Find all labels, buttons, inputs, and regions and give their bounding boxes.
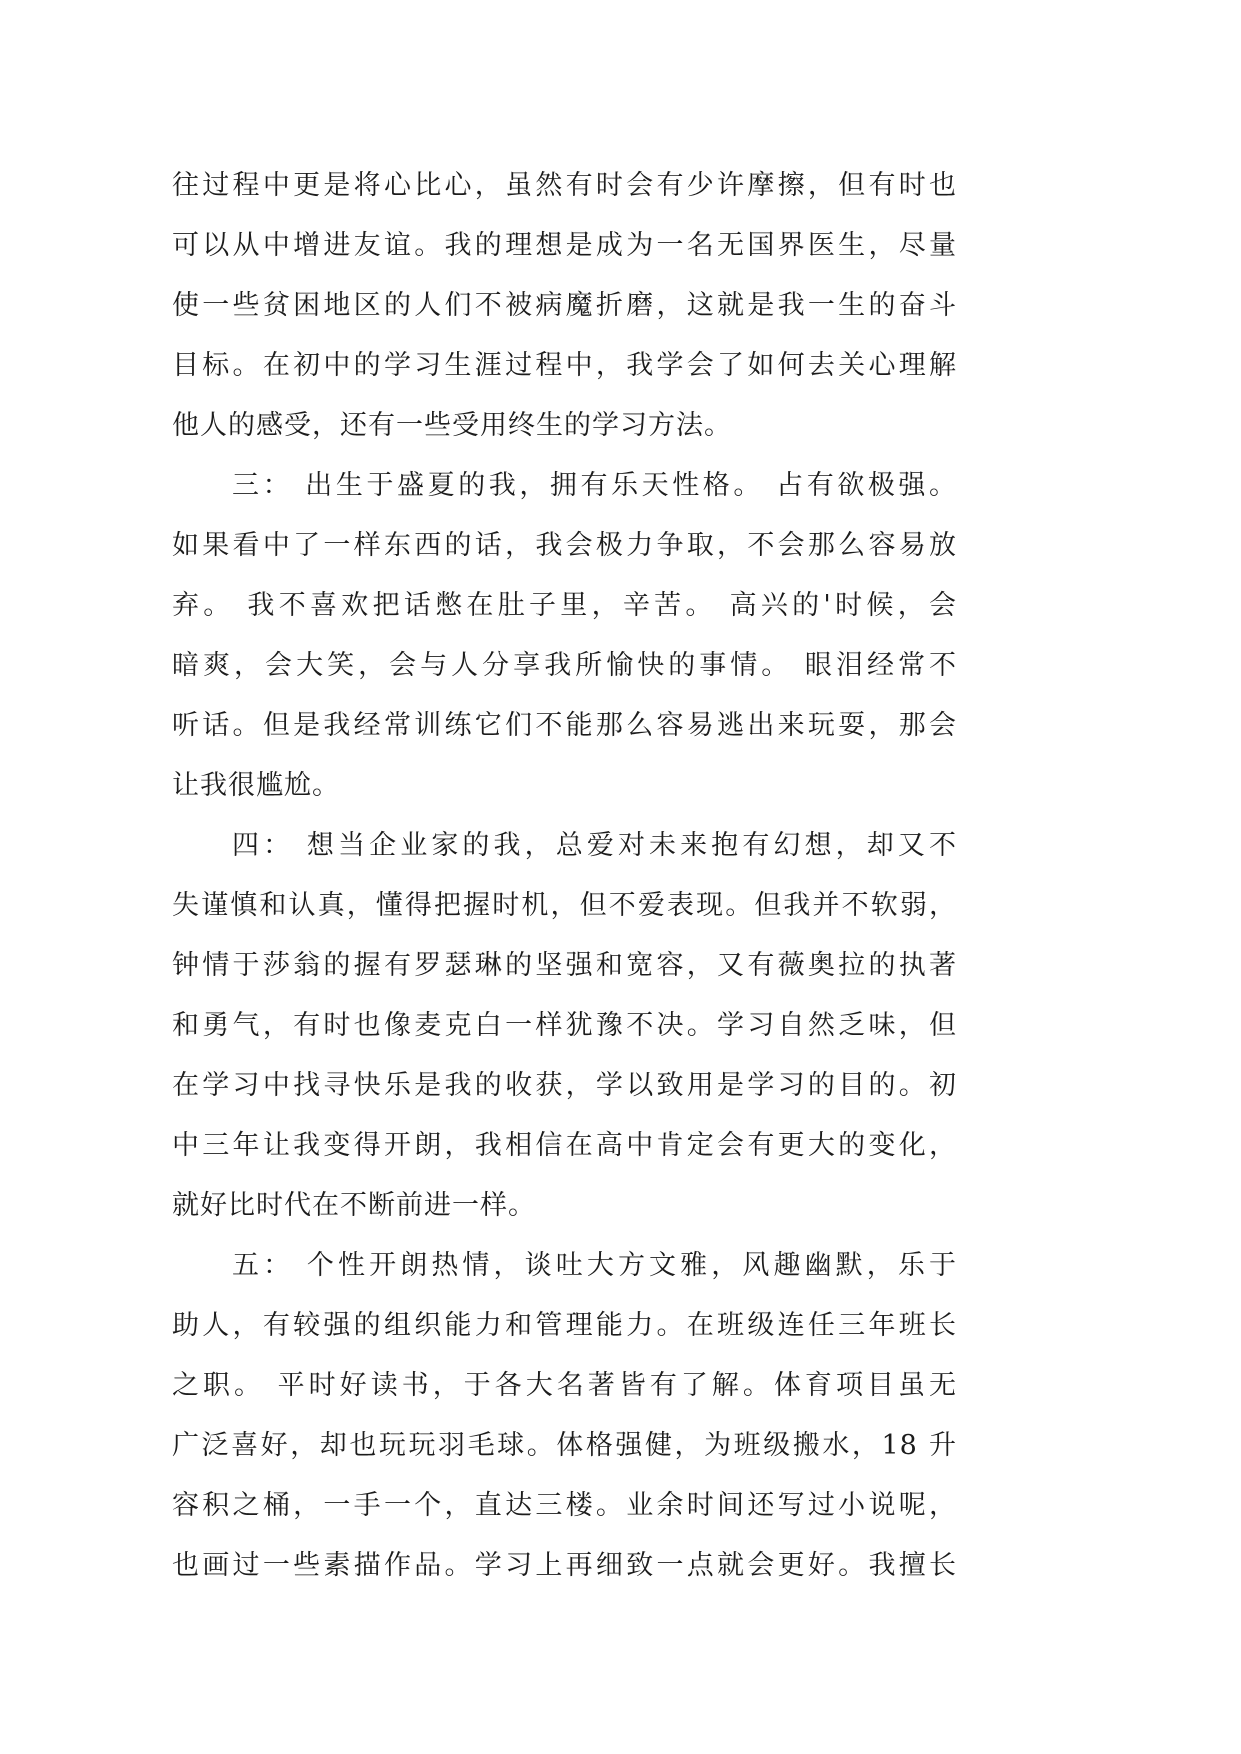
text-line: 之职。 平时好读书，于各大名著皆有了解。体育项目虽无 (172, 1370, 957, 1401)
paragraph-three (172, 456, 957, 816)
text-line: 往过程中更是将心比心，虽然有时会有少许摩擦，但有时也 (172, 170, 957, 201)
paragraph-five (172, 1236, 957, 1596)
document-body (172, 156, 957, 1596)
text-line: 弃。 我不喜欢把话憋在肚子里，辛苦。 高兴的'时候，会 (172, 590, 957, 621)
paragraph-continuation (172, 156, 957, 456)
text-line: 容积之桶，一手一个，直达三楼。业余时间还写过小说呢， (172, 1490, 957, 1521)
text-line: 四： 想当企业家的我，总爱对未来抱有幻想，却又不 (232, 830, 957, 861)
paragraph-four (172, 816, 957, 1236)
text-line: 中三年让我变得开朗，我相信在高中肯定会有更大的变化， (172, 1130, 957, 1161)
text-line: 暗爽，会大笑，会与人分享我所愉快的事情。 眼泪经常不 (172, 650, 957, 681)
text-line: 听话。但是我经常训练它们不能那么容易逃出来玩耍，那会 (172, 710, 957, 741)
text-line: 使一些贫困地区的人们不被病魔折磨，这就是我一生的奋斗 (172, 290, 957, 321)
text-line: 失谨慎和认真，懂得把握时机，但不爱表现。但我并不软弱， (172, 890, 957, 921)
text-line: 就好比时代在不断前进一样。 (172, 1190, 536, 1221)
text-line: 目标。在初中的学习生涯过程中，我学会了如何去关心理解 (172, 350, 957, 381)
text-line: 如果看中了一样东西的话，我会极力争取，不会那么容易放 (172, 530, 957, 561)
text-line: 广泛喜好，却也玩玩羽毛球。体格强健，为班级搬水，18 升 (172, 1430, 957, 1461)
text-line: 他人的感受，还有一些受用终生的学习方法。 (172, 410, 732, 441)
text-line: 让我很尴尬。 (172, 770, 340, 801)
text-line: 和勇气，有时也像麦克白一样犹豫不决。学习自然乏味，但 (172, 1010, 957, 1041)
text-line: 三： 出生于盛夏的我，拥有乐天性格。 占有欲极强。 (232, 470, 957, 501)
text-line: 钟情于莎翁的握有罗瑟琳的坚强和宽容，又有薇奥拉的执著 (172, 950, 957, 981)
text-line: 助人，有较强的组织能力和管理能力。在班级连任三年班长 (172, 1310, 957, 1341)
text-line: 也画过一些素描作品。学习上再细致一点就会更好。我擅长 (172, 1550, 957, 1581)
text-line: 在学习中找寻快乐是我的收获，学以致用是学习的目的。初 (172, 1070, 957, 1101)
text-line: 可以从中增进友谊。我的理想是成为一名无国界医生，尽量 (172, 230, 957, 261)
text-line: 五： 个性开朗热情，谈吐大方文雅，风趣幽默，乐于 (232, 1250, 957, 1281)
